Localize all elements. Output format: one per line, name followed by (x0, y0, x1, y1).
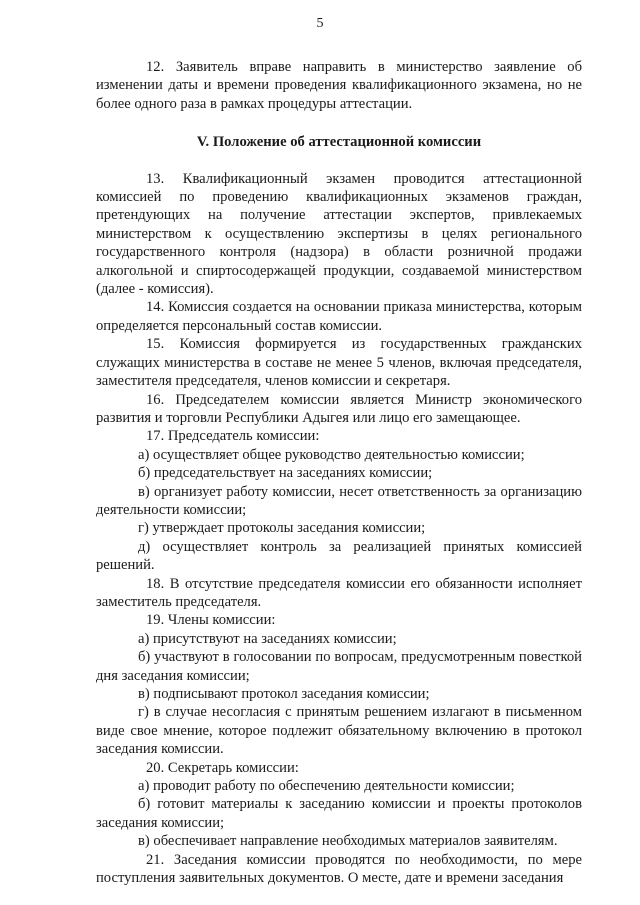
paragraph: 16. Председателем комиссии является Министр экономического развития и торговли Республики Адыгея или лицо его замещающее. (96, 391, 582, 426)
paragraph: 18. В отсутствие председателя комиссии его обязанности исполняет заместитель председателя. (96, 575, 582, 610)
list-item: б) председательствует на заседаниях комиссии; (138, 465, 433, 482)
list-item: б) готовит материалы к заседанию комиссии и проекты протоколов заседания комиссии; (96, 796, 582, 831)
list-item: а) присутствуют на заседаниях комиссии; (138, 630, 397, 647)
list-item: д) осуществляет контроль за реализацией принятых комиссией решений. (96, 538, 582, 574)
paragraph: 21. Заседания комиссии проводятся по необходимости, по мере поступления заявительных документов. О месте, дате и времени заседания (96, 851, 582, 887)
paragraph-12: 12. Заявитель вправе направить в министерство заявление об изменении даты и времени проведения квалификационного экзамена, но не более одного раза в рамках процедуры аттестации. (96, 59, 582, 112)
paragraph: 13. Квалификационный экзамен проводится аттестационной комиссией по проведению квалификационных экзаменов граждан, претендующих на получение аттестации экспертов, привлекаемых министерством к осуществлению экспертизы в целях регионального государственного контроля (надзора) в области розничной продажи алкогольной и спиртосодержащей продукции, создаваемой министерством (далее - комиссия). (96, 170, 582, 298)
list-item: а) проводит работу по обеспечению деятельности комиссии; (138, 778, 515, 795)
paragraph: 15. Комиссия формируется из государственных гражданских служащих министерства в составе не менее 5 членов, включая председателя, заместителя председателя, членов комиссии и секретаря. (96, 336, 582, 390)
list-item: г) утверждает протоколы заседания комиссии; (138, 520, 426, 537)
paragraph: 19. Члены комиссии: (146, 612, 276, 629)
paragraph: 14. Комиссия создается на основании приказа министерства, которым определяется персональный состав комиссии. (96, 299, 582, 334)
section-heading: V. Положение об аттестационной комиссии (196, 134, 482, 151)
document-body (96, 58, 582, 887)
list-item: а) осуществляет общее руководство деятельностью комиссии; (138, 446, 525, 463)
page-number: 5 (316, 16, 324, 31)
list-item: в) подписывают протокол заседания комиссии; (138, 686, 430, 702)
list-item: в) организует работу комиссии, несет ответственность за организацию деятельности комиссии; (96, 483, 582, 518)
paragraph-list (96, 170, 582, 888)
list-item: в) обеспечивает направление необходимых материалов заявителям. (138, 833, 558, 850)
paragraph: 20. Секретарь комиссии: (146, 759, 299, 776)
list-item: г) в случае несогласия с принятым решением излагают в письменном виде свое мнение, которое подлежит обязательному включению в протокол заседания комиссии. (96, 704, 582, 758)
list-item: б) участвуют в голосовании по вопросам, предусмотренным повесткой дня заседания комиссии; (96, 649, 582, 684)
paragraph: 17. Председатель комиссии: (146, 428, 320, 445)
